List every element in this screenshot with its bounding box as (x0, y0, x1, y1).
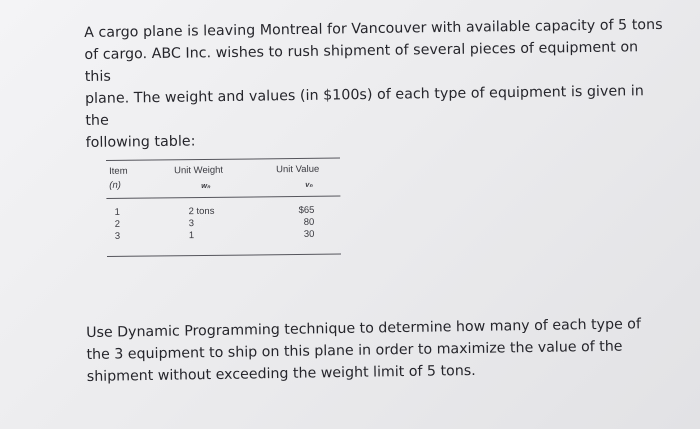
row-1-weight: 2 tons (188, 205, 215, 218)
header-weight-symbol: wₙ (201, 180, 211, 191)
intro-line: A cargo plane is leaving Montreal for Vancouver with available capacity of 5 tons (84, 16, 663, 41)
question-line: Use Dynamic Programming technique to determine how many of each type of (86, 316, 642, 341)
row-2-weight: 3 (188, 218, 195, 230)
table-bottom-rule (107, 254, 341, 257)
table-header-rule (106, 196, 340, 199)
intro-line: plane. The weight and values (in $100s) of each type of equipment is given in the (84, 83, 644, 129)
header-value-symbol: vₙ (305, 179, 313, 189)
header-item-sub: (n) (109, 179, 121, 191)
intro-line: of cargo. ABC Inc. wishes to rush shipment of several pieces of equipment on this (84, 39, 639, 85)
question-line: shipment without exceeding the weight limit of 5 tons. (86, 362, 476, 385)
intro-line: following table: (85, 133, 196, 151)
row-2-value: 80 (303, 216, 315, 228)
header-item: Item (109, 165, 128, 177)
header-unit-value: Unit Value (276, 163, 320, 176)
equipment-table (106, 158, 341, 260)
row-3-item: 3 (114, 230, 121, 242)
problem-question (86, 313, 667, 388)
row-3-weight: 1 (188, 230, 195, 242)
row-1-value: $65 (298, 204, 315, 216)
table-top-rule (106, 158, 340, 161)
row-3-value: 30 (303, 228, 315, 240)
header-unit-weight: Unit Weight (174, 164, 224, 177)
question-line: the 3 equipment to ship on this plane in order to maximize the value of the (86, 338, 623, 363)
row-2-item: 2 (114, 218, 121, 230)
row-1-item: 1 (114, 206, 120, 218)
problem-intro (84, 14, 666, 154)
